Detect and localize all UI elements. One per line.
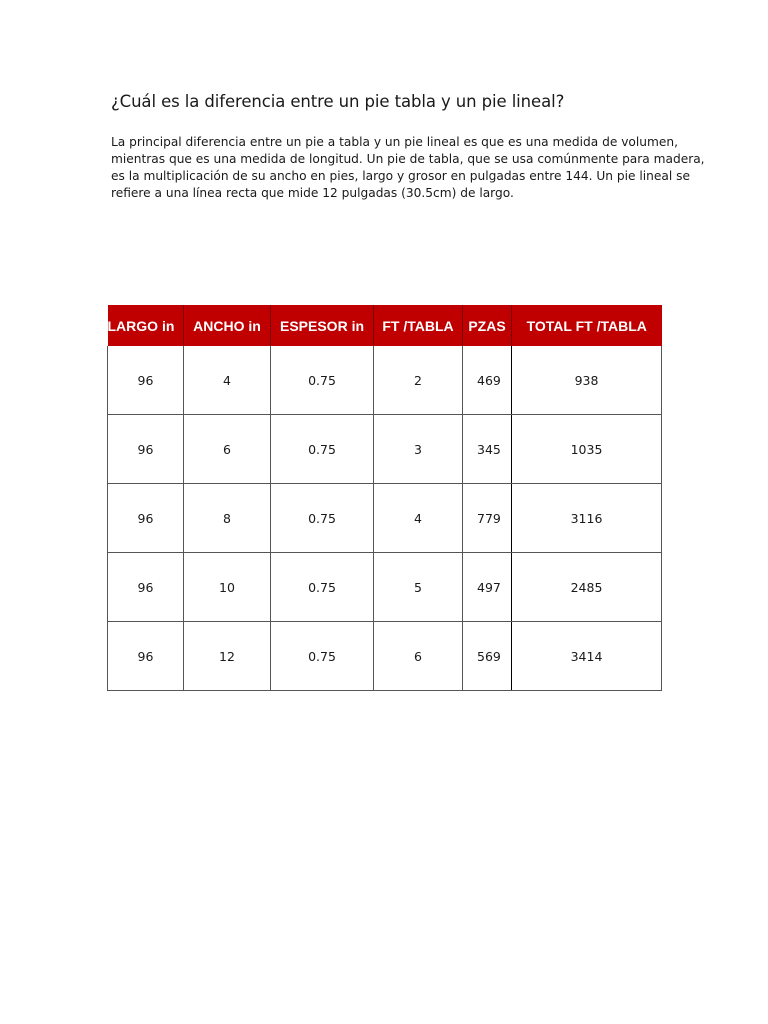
cell-ft-tabla: 4 — [374, 484, 463, 553]
cell-pzas: 345 — [463, 415, 512, 484]
header-ft-tabla: FT /TABLA — [374, 305, 463, 346]
cell-largo: 96 — [108, 553, 184, 622]
cell-largo: 96 — [108, 346, 184, 415]
header-espesor: ESPESOR in — [271, 305, 374, 346]
intro-paragraph — [111, 134, 705, 202]
cell-espesor: 0.75 — [271, 484, 374, 553]
table-row — [108, 484, 662, 553]
table-row — [108, 346, 662, 415]
intro-line: La principal diferencia entre un pie a tabla y un pie lineal es que es una medida de volumen, — [111, 135, 678, 149]
cell-ft-tabla: 6 — [374, 622, 463, 691]
cell-largo: 96 — [108, 484, 184, 553]
cell-ft-tabla: 3 — [374, 415, 463, 484]
cell-ft-tabla: 5 — [374, 553, 463, 622]
cell-total: 1035 — [512, 415, 662, 484]
cell-largo: 96 — [108, 415, 184, 484]
table-row — [108, 415, 662, 484]
header-largo: LARGO in — [108, 305, 184, 346]
cell-ancho: 6 — [184, 415, 271, 484]
cell-total: 938 — [512, 346, 662, 415]
table-header-row — [108, 305, 662, 346]
header-total-ft-tabla: TOTAL FT /TABLA — [512, 305, 662, 346]
table-row — [108, 553, 662, 622]
intro-line: mientras que es una medida de longitud. Un pie de tabla, que se usa comúnmente para madera, — [111, 152, 705, 166]
cell-ft-tabla: 2 — [374, 346, 463, 415]
cell-espesor: 0.75 — [271, 415, 374, 484]
board-feet-table — [107, 305, 662, 691]
cell-ancho: 12 — [184, 622, 271, 691]
cell-espesor: 0.75 — [271, 553, 374, 622]
header-ancho: ANCHO in — [184, 305, 271, 346]
intro-line: es la multiplicación de su ancho en pies, largo y grosor en pulgadas entre 144. Un pie lineal se — [111, 169, 690, 183]
cell-espesor: 0.75 — [271, 346, 374, 415]
table-row — [108, 622, 662, 691]
page-title: ¿Cuál es la diferencia entre un pie tabla y un pie lineal? — [111, 92, 565, 111]
cell-ancho: 10 — [184, 553, 271, 622]
cell-ancho: 4 — [184, 346, 271, 415]
cell-pzas: 497 — [463, 553, 512, 622]
cell-pzas: 469 — [463, 346, 512, 415]
cell-pzas: 779 — [463, 484, 512, 553]
cell-ancho: 8 — [184, 484, 271, 553]
cell-total: 3116 — [512, 484, 662, 553]
cell-largo: 96 — [108, 622, 184, 691]
cell-pzas: 569 — [463, 622, 512, 691]
cell-total: 3414 — [512, 622, 662, 691]
cell-total: 2485 — [512, 553, 662, 622]
intro-line: refiere a una línea recta que mide 12 pulgadas (30.5cm) de largo. — [111, 186, 514, 200]
header-pzas: PZAS — [463, 305, 512, 346]
cell-espesor: 0.75 — [271, 622, 374, 691]
